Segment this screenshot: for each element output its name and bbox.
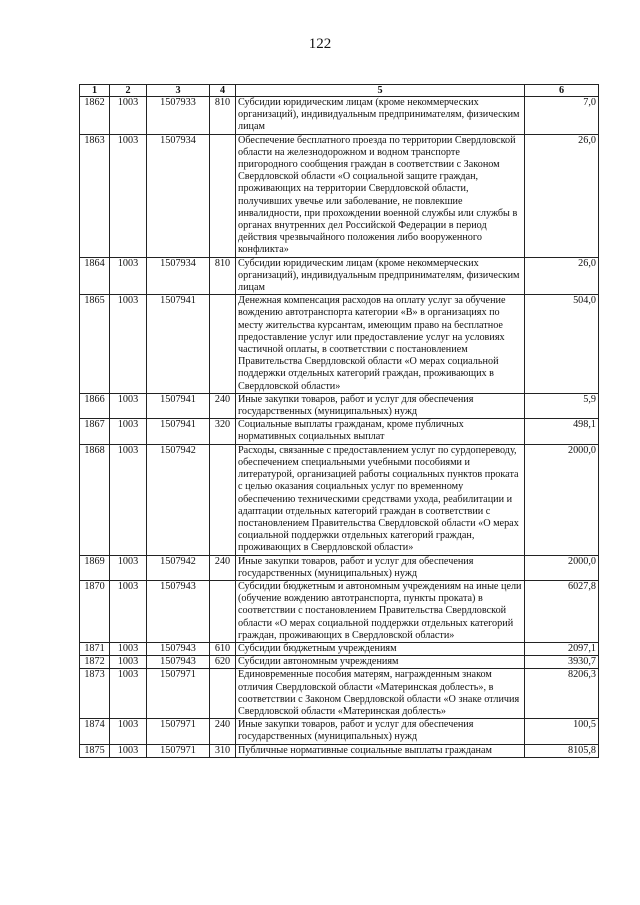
table-row (80, 642, 599, 655)
target-code: 1507933 (147, 97, 210, 135)
expense-type-code: 310 (210, 744, 236, 757)
row-number: 1864 (80, 257, 110, 295)
expense-type-code: 810 (210, 257, 236, 295)
row-number: 1865 (80, 295, 110, 394)
header-col-1: 1 (80, 85, 110, 97)
amount: 26,0 (525, 257, 599, 295)
section-code: 1003 (110, 642, 147, 655)
amount: 2097,1 (525, 642, 599, 655)
table-row (80, 669, 599, 719)
item-name: Субсидии бюджетным учреждениям (236, 642, 525, 655)
target-code: 1507942 (147, 444, 210, 555)
page-number: 122 (308, 36, 332, 52)
target-code: 1507934 (147, 257, 210, 295)
budget-table (79, 84, 599, 758)
row-number: 1871 (80, 642, 110, 655)
expense-type-code: 240 (210, 393, 236, 418)
target-code: 1507971 (147, 744, 210, 757)
table-row (80, 719, 599, 744)
table-row (80, 656, 599, 669)
header-col-5: 5 (236, 85, 525, 97)
expense-type-code (210, 295, 236, 394)
item-name: Субсидии автономным учреждениям (236, 656, 525, 669)
target-code: 1507943 (147, 642, 210, 655)
target-code: 1507942 (147, 555, 210, 580)
amount: 498,1 (525, 419, 599, 444)
row-number: 1863 (80, 134, 110, 257)
expense-type-code (210, 580, 236, 642)
section-code: 1003 (110, 719, 147, 744)
table-row (80, 744, 599, 757)
target-code: 1507971 (147, 669, 210, 719)
header-col-4: 4 (210, 85, 236, 97)
row-number: 1873 (80, 669, 110, 719)
item-name: Субсидии бюджетным и автономным учреждениям на иные цели (обучение вождению автотранспорта, пункты проката) в соответствии с постановлением Правительства Свердловской области «О мерах социальной поддержки отдельных категорий граждан, проживающих в Свердловской области» (236, 580, 525, 642)
row-number: 1862 (80, 97, 110, 135)
item-name: Обеспечение бесплатного проезда по территории Свердловской области на железнодорожном и водном транспорте пригородного сообщения граждан в соответствии с Законом Свердловской области «О социальной защите граждан, проживающих на территории Свердловской области, получивших увечье или заболевание, не повлекшие инвалидности, при прохождении военной службы или службы в органах внутренних дел Российской Федерации в период действия чрезвычайного положения либо вооруженного конфликта» (236, 134, 525, 257)
amount: 100,5 (525, 719, 599, 744)
section-code: 1003 (110, 295, 147, 394)
section-code: 1003 (110, 393, 147, 418)
expense-type-code: 240 (210, 555, 236, 580)
section-code: 1003 (110, 580, 147, 642)
item-name: Субсидии юридическим лицам (кроме некоммерческих организаций), индивидуальным предпринимателям, физическим лицам (236, 97, 525, 135)
row-number: 1875 (80, 744, 110, 757)
target-code: 1507943 (147, 656, 210, 669)
amount: 2000,0 (525, 444, 599, 555)
amount: 8105,8 (525, 744, 599, 757)
expense-type-code: 810 (210, 97, 236, 135)
table-row (80, 97, 599, 135)
expense-type-code: 620 (210, 656, 236, 669)
row-number: 1874 (80, 719, 110, 744)
target-code: 1507971 (147, 719, 210, 744)
header-row (80, 85, 599, 97)
header-col-6: 6 (525, 85, 599, 97)
target-code: 1507941 (147, 295, 210, 394)
item-name: Субсидии юридическим лицам (кроме некоммерческих организаций), индивидуальным предпринимателям, физическим лицам (236, 257, 525, 295)
row-number: 1869 (80, 555, 110, 580)
amount: 7,0 (525, 97, 599, 135)
table-row (80, 393, 599, 418)
row-number: 1867 (80, 419, 110, 444)
section-code: 1003 (110, 669, 147, 719)
item-name: Единовременные пособия матерям, награжденным знаком отличия Свердловской области «Материнская доблесть», в соответствии с Законом Свердловской области «О знаке отличия Свердловской области «Материнская доблесть» (236, 669, 525, 719)
section-code: 1003 (110, 744, 147, 757)
item-name: Публичные нормативные социальные выплаты гражданам (236, 744, 525, 757)
amount: 3930,7 (525, 656, 599, 669)
expense-type-code: 610 (210, 642, 236, 655)
target-code: 1507934 (147, 134, 210, 257)
section-code: 1003 (110, 257, 147, 295)
item-name: Расходы, связанные с предоставлением услуг по сурдопереводу, обеспечением специальными учебными пособиями и литературой, организацией работы социальных пунктов проката с целью оказания социальных услуг по временному обеспечению техническими средствами ухода, реабилитации и адаптации отдельных категорий граждан в соответствии с постановлением Правительства Свердловской области «О мерах социальной поддержки отдельных категорий граждан, проживающих в Свердловской области» (236, 444, 525, 555)
table-row (80, 419, 599, 444)
amount: 2000,0 (525, 555, 599, 580)
expense-type-code: 320 (210, 419, 236, 444)
table-row (80, 134, 599, 257)
header-col-3: 3 (147, 85, 210, 97)
target-code: 1507941 (147, 419, 210, 444)
item-name: Иные закупки товаров, работ и услуг для обеспечения государственных (муниципальных) нужд (236, 393, 525, 418)
row-number: 1868 (80, 444, 110, 555)
header-col-2: 2 (110, 85, 147, 97)
amount: 26,0 (525, 134, 599, 257)
item-name: Иные закупки товаров, работ и услуг для обеспечения государственных (муниципальных) нужд (236, 555, 525, 580)
expense-type-code: 240 (210, 719, 236, 744)
section-code: 1003 (110, 97, 147, 135)
expense-type-code (210, 444, 236, 555)
amount: 8206,3 (525, 669, 599, 719)
table-row (80, 257, 599, 295)
item-name: Иные закупки товаров, работ и услуг для обеспечения государственных (муниципальных) нужд (236, 719, 525, 744)
table-row (80, 444, 599, 555)
amount: 504,0 (525, 295, 599, 394)
item-name: Социальные выплаты гражданам, кроме публичных нормативных социальных выплат (236, 419, 525, 444)
section-code: 1003 (110, 555, 147, 580)
table-row (80, 580, 599, 642)
section-code: 1003 (110, 134, 147, 257)
section-code: 1003 (110, 419, 147, 444)
expense-type-code (210, 669, 236, 719)
section-code: 1003 (110, 444, 147, 555)
section-code: 1003 (110, 656, 147, 669)
row-number: 1872 (80, 656, 110, 669)
item-name: Денежная компенсация расходов на оплату услуг за обучение вождению автотранспорта категории «В» в организациях по месту жительства курсантам, имеющим право на бесплатное предоставление услуг или предоставление услуг на условиях частичной оплаты, в соответствии с постановлением Правительства Свердловской области «О мерах социальной поддержки отдельных категорий граждан, проживающих в Свердловской области» (236, 295, 525, 394)
row-number: 1866 (80, 393, 110, 418)
expense-type-code (210, 134, 236, 257)
target-code: 1507943 (147, 580, 210, 642)
amount: 6027,8 (525, 580, 599, 642)
target-code: 1507941 (147, 393, 210, 418)
amount: 5,9 (525, 393, 599, 418)
table-row (80, 295, 599, 394)
table-row (80, 555, 599, 580)
row-number: 1870 (80, 580, 110, 642)
